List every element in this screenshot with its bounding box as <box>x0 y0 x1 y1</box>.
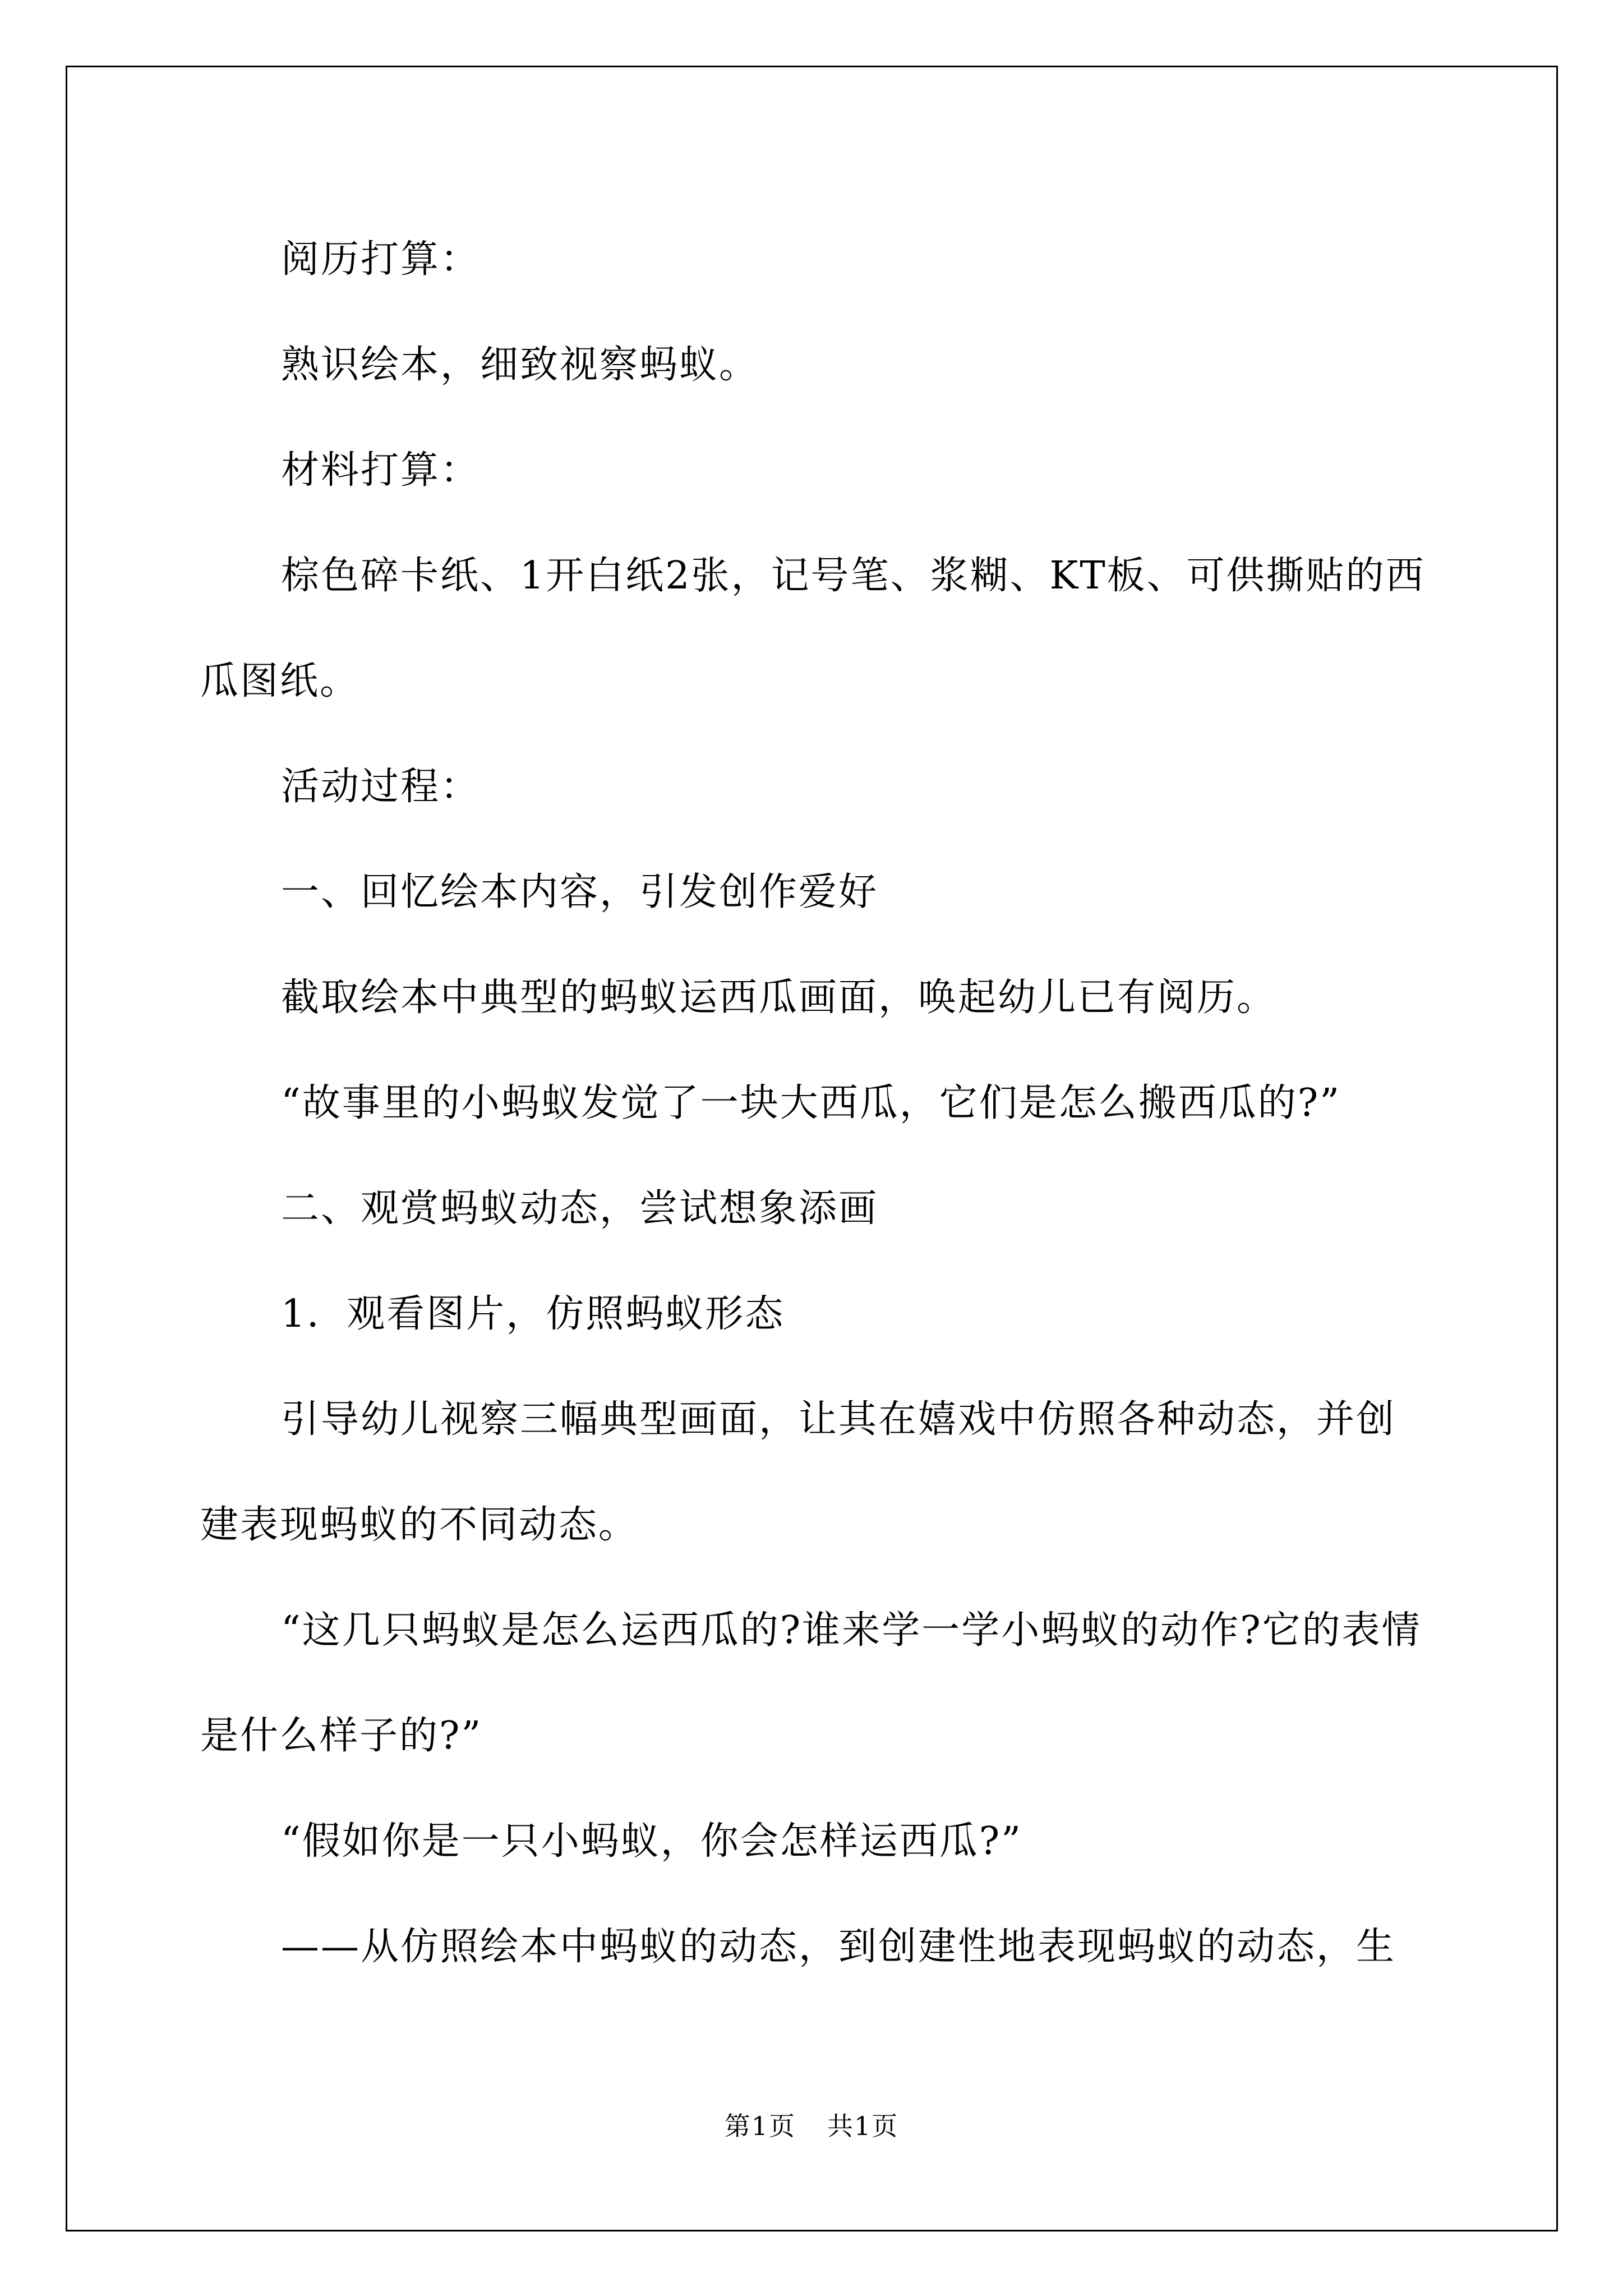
paragraph-summary: ——从仿照绘本中蚂蚁的动态，到创建性地表现蚂蚁的动态，生 <box>281 1925 1396 1969</box>
paragraph-experience-text: 熟识绘本，细致视察蚂蚁。 <box>281 343 759 387</box>
page-footer <box>0 2109 1623 2143</box>
paragraph-question-one: “故事里的小蚂蚁发觉了一块大西瓜，它们是怎么搬西瓜的?” <box>281 1081 1341 1125</box>
page-number: 第1页 <box>724 2111 796 2141</box>
paragraph-step-one: 1．观看图片，仿照蚂蚁形态 <box>281 1292 785 1336</box>
paragraph-section-one-text: 截取绘本中典型的蚂蚁运西瓜画面，唤起幼儿已有阅历。 <box>281 976 1277 1020</box>
paragraph-materials-heading: 材料打算： <box>281 448 481 493</box>
paragraph-question-two: “这几只蚂蚁是怎么运西瓜的?谁来学一学小蚂蚁的动作?它的表情是什么样子的?” <box>200 1608 1422 1758</box>
paragraph-materials-text: 棕色碎卡纸、1开白纸2张，记号笔、浆糊、KT板、可供撕贴的西瓜图纸。 <box>200 554 1426 703</box>
paragraph-step-one-text: 引导幼儿视察三幅典型画面，让其在嬉戏中仿照各种动态，并创建表现蚂蚁的不同动态。 <box>200 1397 1396 1547</box>
paragraph-experience-heading: 阅历打算： <box>281 237 481 282</box>
document-body <box>200 207 1434 2000</box>
paragraph-section-two: 二、观赏蚂蚁动态，尝试想象添画 <box>281 1186 879 1231</box>
paragraph-question-three: “假如你是一只小蚂蚁，你会怎样运西瓜?” <box>281 1819 1022 1864</box>
paragraph-section-one: 一、回忆绘本内容，引发创作爱好 <box>281 870 879 914</box>
paragraph-process-heading: 活动过程： <box>281 765 481 809</box>
page-total: 共1页 <box>827 2111 899 2141</box>
